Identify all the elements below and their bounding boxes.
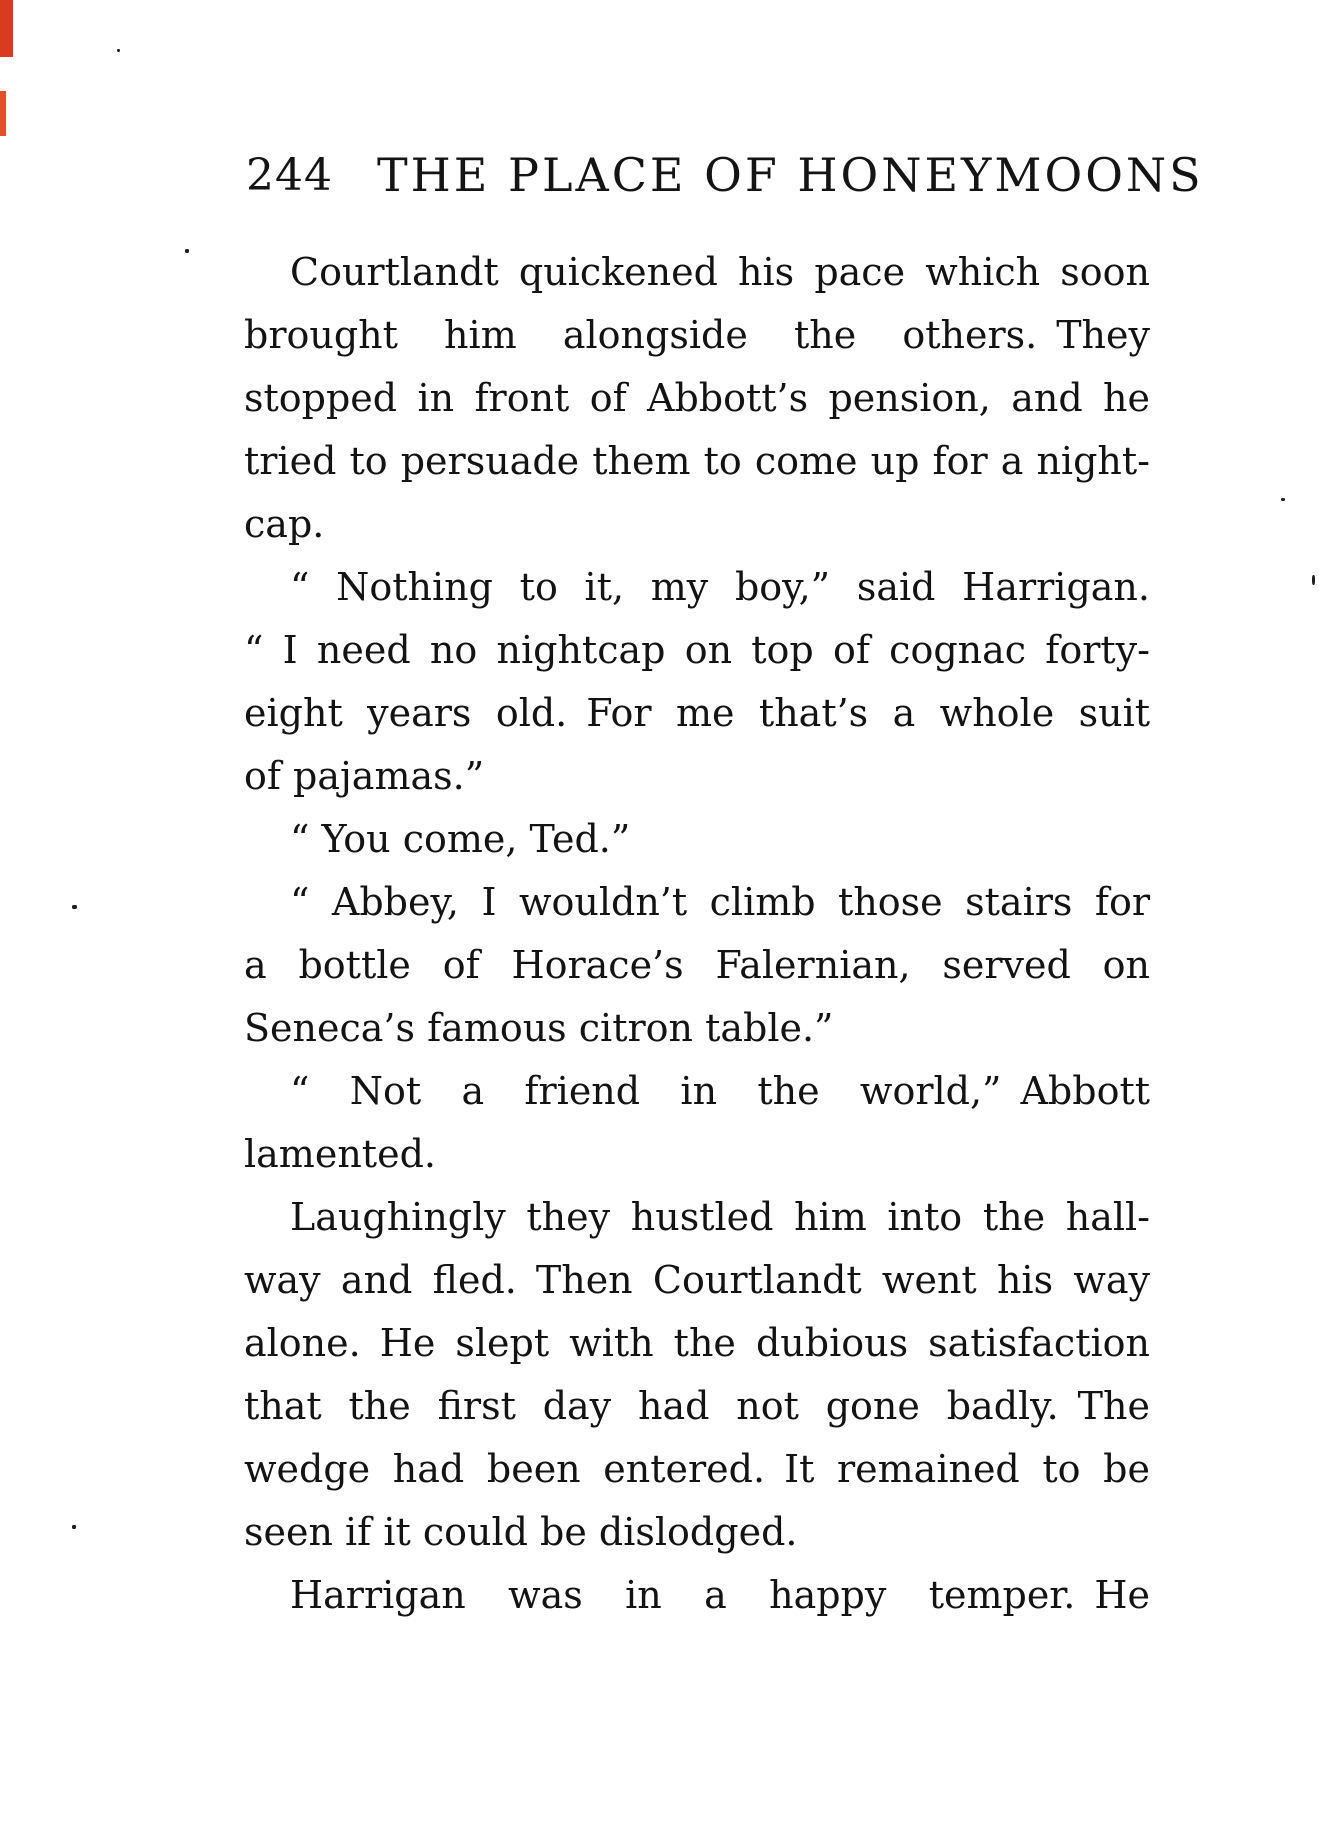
ink-speck	[185, 249, 189, 253]
text-line: alone. He slept with the dubious satisfaction	[244, 1321, 1150, 1365]
running-title: THE PLACE OF HONEYMOONS	[377, 148, 1204, 202]
text-line: brought him alongside the others. They	[244, 313, 1150, 357]
ink-speck	[1281, 498, 1285, 501]
page-header	[0, 0, 1329, 230]
text-line: lamented.	[244, 1132, 436, 1176]
ink-speck	[1312, 575, 1315, 585]
text-line: Harrigan was in a happy temper. He	[290, 1573, 1150, 1617]
page-number: 244	[246, 150, 333, 201]
text-line: “ Not a friend in the world,” Abbott	[290, 1069, 1150, 1113]
text-line: stopped in front of Abbott’s pension, and he	[244, 376, 1150, 420]
body-text	[244, 241, 1150, 1627]
ink-speck	[72, 905, 77, 909]
text-line: “ I need no nightcap on top of cognac forty-	[244, 628, 1150, 672]
text-line: “ Nothing to it, my boy,” said Harrigan.	[290, 565, 1150, 609]
text-line: seen if it could be dislodged.	[244, 1510, 798, 1554]
text-line: wedge had been entered. It remained to be	[244, 1447, 1150, 1491]
text-line: “ Abbey, I wouldn’t climb those stairs for	[290, 880, 1150, 924]
text-line: a bottle of Horace’s Falernian, served on	[244, 943, 1150, 987]
text-line: way and fled. Then Courtlandt went his way	[244, 1258, 1150, 1302]
ink-speck	[72, 1525, 76, 1529]
text-line: eight years old. For me that’s a whole suit	[244, 691, 1150, 735]
text-line: Courtlandt quickened his pace which soon	[290, 250, 1150, 294]
text-line: cap.	[244, 502, 325, 546]
text-line: Seneca’s famous citron table.”	[244, 1006, 834, 1050]
text-line: Laughingly they hustled him into the hall-	[290, 1195, 1150, 1239]
text-line: “ You come, Ted.”	[290, 817, 631, 861]
text-line: of pajamas.”	[244, 754, 485, 798]
text-line: that the first day had not gone badly. The	[244, 1384, 1150, 1428]
text-line: tried to persuade them to come up for a night-	[244, 439, 1150, 483]
